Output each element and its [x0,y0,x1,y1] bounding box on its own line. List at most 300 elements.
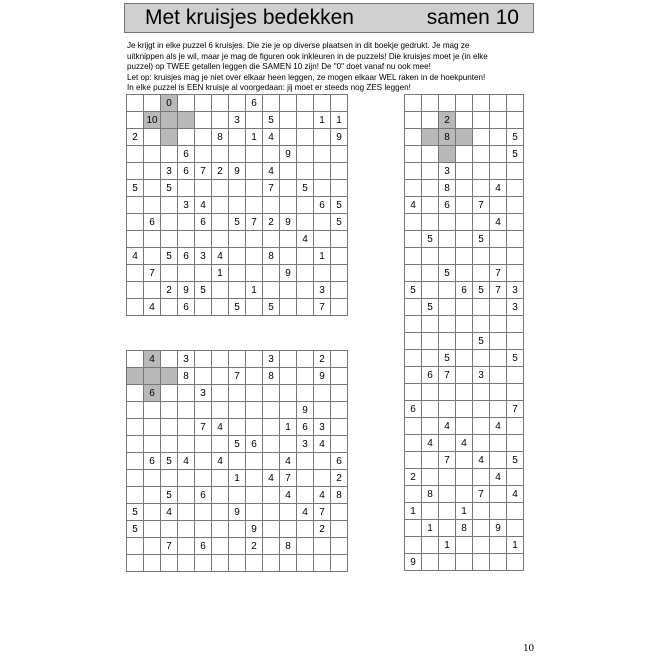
grid-cell[interactable] [490,95,507,112]
grid-cell[interactable] [195,180,212,197]
grid-cell[interactable] [280,385,297,402]
grid-cell[interactable]: 2 [314,351,331,368]
grid-cell[interactable] [405,316,422,333]
grid-cell[interactable] [161,385,178,402]
grid-cell[interactable] [439,282,456,299]
grid-cell[interactable] [280,248,297,265]
grid-cell[interactable] [422,333,439,350]
grid-cell[interactable]: 4 [161,504,178,521]
grid-cell[interactable] [161,112,178,129]
grid-cell[interactable] [144,197,161,214]
grid-cell[interactable] [212,146,229,163]
grid-cell[interactable] [422,554,439,571]
grid-cell[interactable] [246,248,263,265]
grid-cell[interactable] [229,180,246,197]
grid-cell[interactable] [490,112,507,129]
grid-cell[interactable]: 7 [490,265,507,282]
grid-cell[interactable] [405,486,422,503]
grid-cell[interactable] [490,316,507,333]
grid-cell[interactable] [490,435,507,452]
grid-cell[interactable]: 5 [331,214,348,231]
grid-cell[interactable] [263,487,280,504]
grid-cell[interactable] [195,453,212,470]
grid-cell[interactable]: 5 [331,197,348,214]
grid-cell[interactable]: 6 [144,385,161,402]
grid-cell[interactable] [456,112,473,129]
grid-cell[interactable]: 4 [212,419,229,436]
grid-cell[interactable] [314,453,331,470]
grid-cell[interactable] [473,146,490,163]
grid-cell[interactable] [297,197,314,214]
grid-cell[interactable] [331,555,348,572]
grid-cell[interactable] [456,95,473,112]
grid-cell[interactable] [456,452,473,469]
grid-cell[interactable] [178,129,195,146]
grid-cell[interactable] [490,197,507,214]
grid-cell[interactable] [161,146,178,163]
grid-cell[interactable] [280,231,297,248]
grid-cell[interactable] [456,129,473,146]
grid-cell[interactable]: 6 [144,214,161,231]
grid-cell[interactable]: 9 [280,146,297,163]
grid-cell[interactable] [127,299,144,316]
grid-cell[interactable] [439,503,456,520]
grid-cell[interactable] [422,384,439,401]
grid-cell[interactable] [161,265,178,282]
grid-cell[interactable] [456,231,473,248]
grid-cell[interactable]: 5 [229,436,246,453]
grid-cell[interactable] [144,470,161,487]
grid-cell[interactable] [473,520,490,537]
grid-cell[interactable] [490,129,507,146]
grid-cell[interactable] [473,95,490,112]
grid-cell[interactable] [507,248,524,265]
grid-cell[interactable] [144,248,161,265]
grid-cell[interactable] [212,385,229,402]
grid-cell[interactable] [229,555,246,572]
grid-cell[interactable] [439,554,456,571]
grid-cell[interactable]: 6 [178,146,195,163]
grid-cell[interactable] [331,248,348,265]
grid-cell[interactable] [178,402,195,419]
grid-cell[interactable] [422,350,439,367]
grid-cell[interactable] [263,385,280,402]
grid-cell[interactable] [263,538,280,555]
grid-cell[interactable] [144,180,161,197]
grid-cell[interactable] [246,180,263,197]
grid-cell[interactable] [161,436,178,453]
grid-cell[interactable] [212,368,229,385]
grid-cell[interactable]: 7 [473,486,490,503]
grid-cell[interactable] [229,146,246,163]
grid-cell[interactable]: 5 [263,299,280,316]
grid-cell[interactable] [178,487,195,504]
grid-cell[interactable]: 4 [127,248,144,265]
grid-cell[interactable] [507,435,524,452]
grid-cell[interactable]: 9 [297,402,314,419]
grid-cell[interactable] [439,520,456,537]
grid-cell[interactable]: 3 [161,163,178,180]
grid-cell[interactable]: 1 [280,419,297,436]
grid-cell[interactable] [229,95,246,112]
grid-cell[interactable] [473,418,490,435]
grid-cell[interactable] [456,163,473,180]
grid-cell[interactable] [178,265,195,282]
grid-cell[interactable] [297,299,314,316]
grid-cell[interactable] [178,214,195,231]
grid-cell[interactable] [439,435,456,452]
grid-cell[interactable]: 6 [178,248,195,265]
grid-cell[interactable] [331,436,348,453]
grid-cell[interactable] [212,555,229,572]
grid-cell[interactable] [314,470,331,487]
grid-cell[interactable]: 5 [507,129,524,146]
grid-cell[interactable] [473,554,490,571]
grid-cell[interactable] [144,163,161,180]
grid-cell[interactable]: 6 [178,163,195,180]
grid-cell[interactable] [144,504,161,521]
grid-cell[interactable] [280,95,297,112]
grid-cell[interactable] [314,555,331,572]
grid-cell[interactable] [144,487,161,504]
grid-cell[interactable] [314,146,331,163]
grid-cell[interactable]: 2 [314,521,331,538]
grid-cell[interactable] [473,129,490,146]
grid-cell[interactable]: 6 [178,299,195,316]
grid-cell[interactable] [229,282,246,299]
grid-cell[interactable] [490,248,507,265]
grid-cell[interactable] [314,129,331,146]
grid-cell[interactable] [280,112,297,129]
grid-cell[interactable]: 4 [297,504,314,521]
grid-cell[interactable] [456,469,473,486]
grid-cell[interactable]: 2 [405,469,422,486]
grid-cell[interactable] [456,214,473,231]
grid-cell[interactable] [331,163,348,180]
grid-cell[interactable]: 4 [297,231,314,248]
grid-cell[interactable]: 5 [161,248,178,265]
grid-cell[interactable]: 5 [229,299,246,316]
grid-cell[interactable] [490,401,507,418]
grid-cell[interactable] [127,197,144,214]
grid-cell[interactable] [212,504,229,521]
grid-cell[interactable] [144,231,161,248]
grid-cell[interactable] [212,487,229,504]
grid-cell[interactable]: 1 [229,470,246,487]
grid-cell[interactable] [263,436,280,453]
grid-cell[interactable] [127,419,144,436]
grid-cell[interactable] [331,265,348,282]
grid-cell[interactable] [263,419,280,436]
grid-cell[interactable] [439,401,456,418]
grid-cell[interactable] [229,197,246,214]
grid-cell[interactable] [246,470,263,487]
grid-cell[interactable] [127,351,144,368]
grid-cell[interactable] [229,487,246,504]
grid-cell[interactable] [405,520,422,537]
grid-cell[interactable]: 7 [314,504,331,521]
grid-cell[interactable] [456,486,473,503]
grid-cell[interactable]: 5 [127,504,144,521]
grid-cell[interactable] [422,163,439,180]
grid-cell[interactable]: 7 [195,419,212,436]
grid-cell[interactable] [127,282,144,299]
grid-cell[interactable] [161,129,178,146]
grid-cell[interactable]: 7 [195,163,212,180]
grid-cell[interactable] [490,554,507,571]
grid-cell[interactable] [212,402,229,419]
grid-cell[interactable] [144,402,161,419]
grid-cell[interactable] [229,351,246,368]
grid-cell[interactable] [229,419,246,436]
grid-cell[interactable] [144,95,161,112]
grid-cell[interactable] [456,333,473,350]
grid-cell[interactable] [178,436,195,453]
grid-cell[interactable] [195,112,212,129]
grid-cell[interactable] [456,537,473,554]
grid-cell[interactable] [473,112,490,129]
grid-cell[interactable] [331,504,348,521]
grid-cell[interactable] [473,214,490,231]
grid-cell[interactable]: 3 [178,197,195,214]
grid-cell[interactable] [405,265,422,282]
grid-cell[interactable] [263,197,280,214]
grid-cell[interactable]: 1 [246,282,263,299]
grid-cell[interactable] [490,503,507,520]
grid-cell[interactable] [439,469,456,486]
grid-cell[interactable] [331,402,348,419]
grid-cell[interactable] [127,231,144,248]
grid-cell[interactable] [144,436,161,453]
grid-cell[interactable] [161,368,178,385]
grid-cell[interactable] [144,419,161,436]
grid-cell[interactable]: 5 [263,112,280,129]
grid-cell[interactable] [195,504,212,521]
grid-cell[interactable] [405,180,422,197]
grid-cell[interactable] [297,163,314,180]
grid-cell[interactable]: 1 [331,112,348,129]
grid-cell[interactable] [405,452,422,469]
grid-cell[interactable] [456,316,473,333]
grid-cell[interactable]: 5 [229,214,246,231]
grid-cell[interactable] [473,469,490,486]
grid-cell[interactable] [161,214,178,231]
grid-cell[interactable]: 9 [490,520,507,537]
grid-cell[interactable] [246,197,263,214]
grid-cell[interactable] [161,419,178,436]
grid-cell[interactable]: 9 [229,163,246,180]
grid-cell[interactable]: 4 [280,487,297,504]
grid-cell[interactable] [422,180,439,197]
grid-cell[interactable]: 6 [144,453,161,470]
grid-cell[interactable] [161,555,178,572]
grid-cell[interactable] [314,265,331,282]
grid-cell[interactable] [280,504,297,521]
grid-cell[interactable] [439,231,456,248]
grid-cell[interactable] [490,163,507,180]
grid-cell[interactable] [280,402,297,419]
grid-cell[interactable] [246,555,263,572]
grid-cell[interactable] [280,521,297,538]
grid-cell[interactable]: 3 [473,367,490,384]
grid-cell[interactable]: 1 [456,503,473,520]
grid-cell[interactable] [246,112,263,129]
grid-cell[interactable] [439,214,456,231]
grid-cell[interactable]: 5 [161,453,178,470]
grid-cell[interactable] [280,163,297,180]
grid-cell[interactable] [263,282,280,299]
grid-cell[interactable] [507,503,524,520]
grid-cell[interactable] [297,368,314,385]
grid-cell[interactable] [263,521,280,538]
grid-cell[interactable]: 7 [314,299,331,316]
grid-cell[interactable] [473,401,490,418]
grid-cell[interactable]: 9 [229,504,246,521]
grid-cell[interactable] [439,333,456,350]
grid-cell[interactable] [178,95,195,112]
grid-cell[interactable] [314,95,331,112]
grid-cell[interactable] [246,385,263,402]
grid-cell[interactable] [212,351,229,368]
grid-cell[interactable]: 5 [507,350,524,367]
grid-cell[interactable] [473,503,490,520]
grid-cell[interactable] [507,367,524,384]
grid-cell[interactable]: 7 [229,368,246,385]
grid-cell[interactable] [127,112,144,129]
grid-cell[interactable]: 3 [297,436,314,453]
grid-cell[interactable]: 6 [246,95,263,112]
grid-cell[interactable] [161,402,178,419]
grid-cell[interactable] [195,555,212,572]
grid-cell[interactable] [297,538,314,555]
grid-cell[interactable]: 1 [246,129,263,146]
grid-cell[interactable] [178,521,195,538]
grid-cell[interactable] [456,418,473,435]
grid-cell[interactable] [456,299,473,316]
grid-cell[interactable] [490,367,507,384]
grid-cell[interactable]: 4 [405,197,422,214]
grid-cell[interactable]: 3 [178,351,195,368]
grid-cell[interactable] [473,163,490,180]
grid-cell[interactable] [178,555,195,572]
grid-cell[interactable] [314,214,331,231]
grid-cell[interactable] [422,418,439,435]
grid-cell[interactable]: 4 [473,452,490,469]
grid-cell[interactable] [297,282,314,299]
grid-cell[interactable] [422,452,439,469]
grid-cell[interactable] [490,231,507,248]
grid-cell[interactable] [195,402,212,419]
grid-cell[interactable] [507,163,524,180]
grid-cell[interactable]: 5 [439,265,456,282]
grid-cell[interactable]: 5 [507,452,524,469]
grid-cell[interactable] [212,180,229,197]
grid-cell[interactable] [280,368,297,385]
grid-cell[interactable] [507,554,524,571]
grid-cell[interactable] [507,384,524,401]
grid-cell[interactable] [405,350,422,367]
grid-cell[interactable] [212,521,229,538]
grid-cell[interactable] [144,555,161,572]
grid-cell[interactable] [422,401,439,418]
grid-cell[interactable] [331,299,348,316]
grid-cell[interactable]: 6 [422,367,439,384]
grid-cell[interactable]: 2 [331,470,348,487]
grid-cell[interactable]: 5 [127,521,144,538]
grid-cell[interactable] [178,112,195,129]
grid-cell[interactable] [331,231,348,248]
grid-cell[interactable] [127,265,144,282]
grid-cell[interactable] [473,248,490,265]
grid-cell[interactable] [144,129,161,146]
grid-cell[interactable] [507,316,524,333]
grid-cell[interactable]: 8 [178,368,195,385]
grid-cell[interactable] [473,180,490,197]
grid-cell[interactable]: 3 [507,282,524,299]
grid-cell[interactable]: 7 [263,180,280,197]
grid-cell[interactable]: 1 [422,520,439,537]
grid-cell[interactable]: 6 [195,487,212,504]
grid-cell[interactable] [456,384,473,401]
grid-cell[interactable] [297,351,314,368]
grid-cell[interactable] [229,538,246,555]
grid-cell[interactable]: 4 [314,436,331,453]
grid-cell[interactable]: 3 [229,112,246,129]
grid-cell[interactable] [195,265,212,282]
grid-cell[interactable] [280,351,297,368]
grid-cell[interactable] [422,282,439,299]
grid-cell[interactable]: 4 [212,453,229,470]
grid-cell[interactable] [127,487,144,504]
grid-cell[interactable]: 8 [422,486,439,503]
grid-cell[interactable] [212,95,229,112]
grid-cell[interactable] [473,265,490,282]
grid-cell[interactable] [127,402,144,419]
grid-cell[interactable] [331,521,348,538]
grid-cell[interactable] [405,214,422,231]
grid-cell[interactable] [280,282,297,299]
grid-cell[interactable] [331,180,348,197]
grid-cell[interactable] [127,163,144,180]
grid-cell[interactable] [229,231,246,248]
grid-cell[interactable] [490,384,507,401]
grid-cell[interactable] [178,504,195,521]
grid-cell[interactable] [144,146,161,163]
grid-cell[interactable] [263,555,280,572]
grid-cell[interactable]: 4 [263,470,280,487]
grid-cell[interactable]: 8 [263,248,280,265]
grid-cell[interactable]: 4 [490,469,507,486]
grid-cell[interactable]: 6 [314,197,331,214]
grid-cell[interactable] [439,316,456,333]
grid-cell[interactable] [422,112,439,129]
grid-cell[interactable]: 6 [195,538,212,555]
grid-cell[interactable] [422,265,439,282]
grid-cell[interactable] [212,282,229,299]
grid-cell[interactable]: 1 [212,265,229,282]
grid-cell[interactable] [507,418,524,435]
grid-cell[interactable] [405,384,422,401]
grid-cell[interactable] [331,282,348,299]
grid-cell[interactable]: 4 [314,487,331,504]
grid-cell[interactable]: 0 [161,95,178,112]
grid-cell[interactable]: 8 [331,487,348,504]
grid-cell[interactable] [422,146,439,163]
grid-cell[interactable] [405,129,422,146]
grid-cell[interactable] [405,333,422,350]
grid-cell[interactable] [439,299,456,316]
grid-cell[interactable] [297,248,314,265]
